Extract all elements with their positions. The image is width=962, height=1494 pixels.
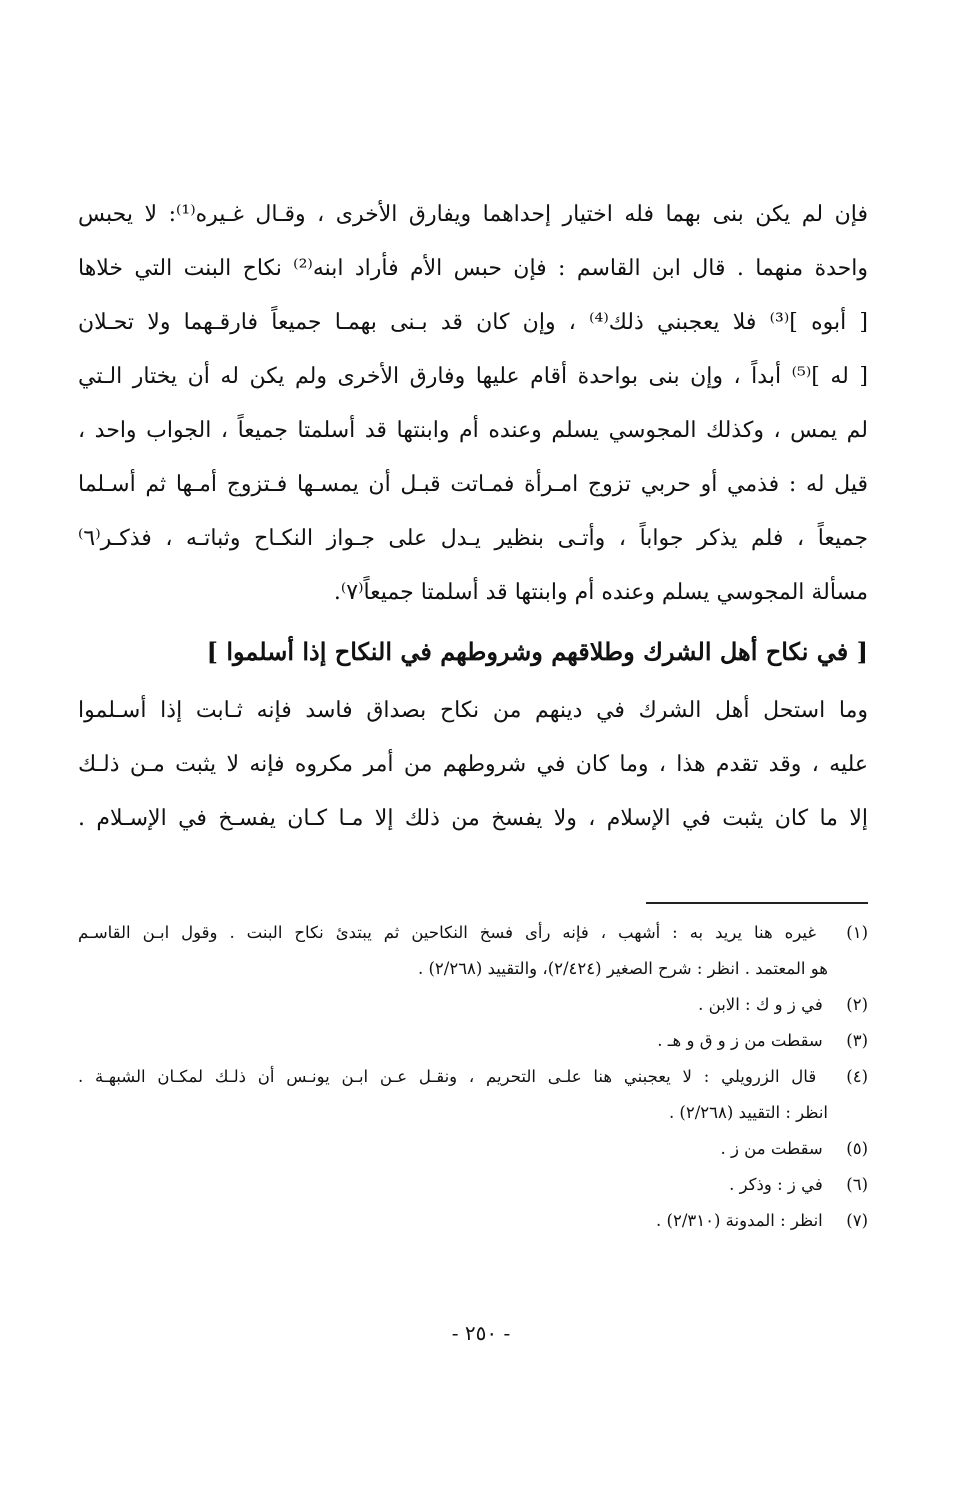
- footnote-4-continued: [78, 1095, 868, 1131]
- text-line: جميعاً ، فلم يذكر جواباً ، وأتـى بنظير يـدل على جـواز النكـاح وثباتـه ، فذكـر⁽٦⁾: [78, 526, 868, 551]
- footnote-text: سقطت من ز و ق و هـ .: [657, 1031, 823, 1050]
- text-line: [ له ]⁽⁵⁾ أبداً ، وإن بنى بواحدة أقام عليها وفارق الأخرى ولم يكن له أن يختار الـتي: [78, 364, 868, 389]
- footnote-number: (٢): [846, 995, 868, 1014]
- text-line: لم يمس ، وكذلك المجوسي يسلم وعنده أم وابنتها قد أسلمتا جميعاً ، الجواب واحد ،: [78, 418, 868, 443]
- text-line: فإن لم يكن بنى بهما فله اختيار إحداهما ويفارق الأخرى ، وقـال غـيره⁽¹⁾: لا يحبس: [78, 202, 868, 227]
- text-line: واحدة منهما . قال ابن القاسم : فإن حبس الأم فأراد ابنه⁽²⁾ نكاح البنت التي خلاها: [78, 256, 868, 281]
- footnote-divider: [646, 902, 868, 904]
- footnote-7: [78, 1203, 868, 1239]
- text-line: قيل له : فذمي أو حربي تزوج امـرأة فمـاتت قبـل أن يمسـها فـتزوج أمـها ثم أسـلما: [78, 472, 868, 497]
- footnote-number: (١): [846, 923, 868, 942]
- footnote-5: [78, 1131, 868, 1167]
- main-text: [78, 188, 868, 846]
- footnote-3: [78, 1023, 868, 1059]
- footnote-number: (٥): [846, 1139, 868, 1158]
- footnote-text: هو المعتمد . انظر : شرح الصغير (٢/٤٢٤)، والتقييد (٢/٢٦٨) .: [417, 959, 828, 978]
- footnote-text: انظر : المدونة (٢/٣١٠) .: [656, 1211, 823, 1230]
- page-number: - ٢٥٠ -: [451, 1321, 511, 1345]
- footnote-text: انظر : التقييد (٢/٢٦٨) .: [668, 1103, 828, 1122]
- footnote-1-continued: [78, 951, 868, 987]
- footnote-number: (٤): [846, 1067, 868, 1086]
- section-heading: [ في نكاح أهل الشرك وطلاقهم وشروطهم في النكاح إذا أسلموا ]: [206, 637, 868, 666]
- footnote-4: [78, 1059, 868, 1095]
- footnote-text: سقطت من ز .: [720, 1139, 823, 1158]
- footnote-text: في ز و ك : الابن .: [698, 995, 823, 1014]
- footnote-number: (٦): [846, 1175, 868, 1194]
- footnote-number: (٧): [846, 1211, 868, 1230]
- footnote-text: غيره هنا يريد به : أشهب ، فإنه رأى فسخ النكاحين ثم يبتدئ نكاح البنت . وقول ابـن القاسـم: [78, 923, 817, 942]
- text-line: [ أبوه ]⁽³⁾ فلا يعجبني ذلك⁽⁴⁾ ، وإن كان قد بـنى بهمـا جميعاً فارقـهما ولا تحـلان: [78, 310, 868, 335]
- footnote-text: قال الزرويلي : لا يعجبني هنا علـى التحريم ، ونقـل عـن ابـن يونـس أن ذلـك لمكـان الشبهـة .: [78, 1067, 817, 1086]
- text-line: إلا ما كان يثبت في الإسلام ، ولا يفسخ من ذلك إلا مـا كـان يفسـخ في الإسـلام .: [78, 806, 868, 831]
- footnote-text: في ز : وذكر .: [729, 1175, 823, 1194]
- footnotes: [78, 915, 868, 1239]
- text-line: عليه ، وقد تقدم هذا ، وما كان في شروطهم من أمر مكروه فإنه لا يثبت مـن ذلـك: [78, 752, 868, 777]
- text-line: مسألة المجوسي يسلم وعنده أم وابنتها قد أسلمتا جميعاً⁽٧⁾.: [333, 580, 868, 605]
- footnote-6: [78, 1167, 868, 1203]
- footnote-2: [78, 987, 868, 1023]
- footnote-number: (٣): [846, 1031, 868, 1050]
- text-line: وما استحل أهل الشرك في دينهم من نكاح بصداق فاسد فإنه ثـابت إذا أسـلموا: [78, 698, 868, 723]
- footnote-1: [78, 915, 868, 951]
